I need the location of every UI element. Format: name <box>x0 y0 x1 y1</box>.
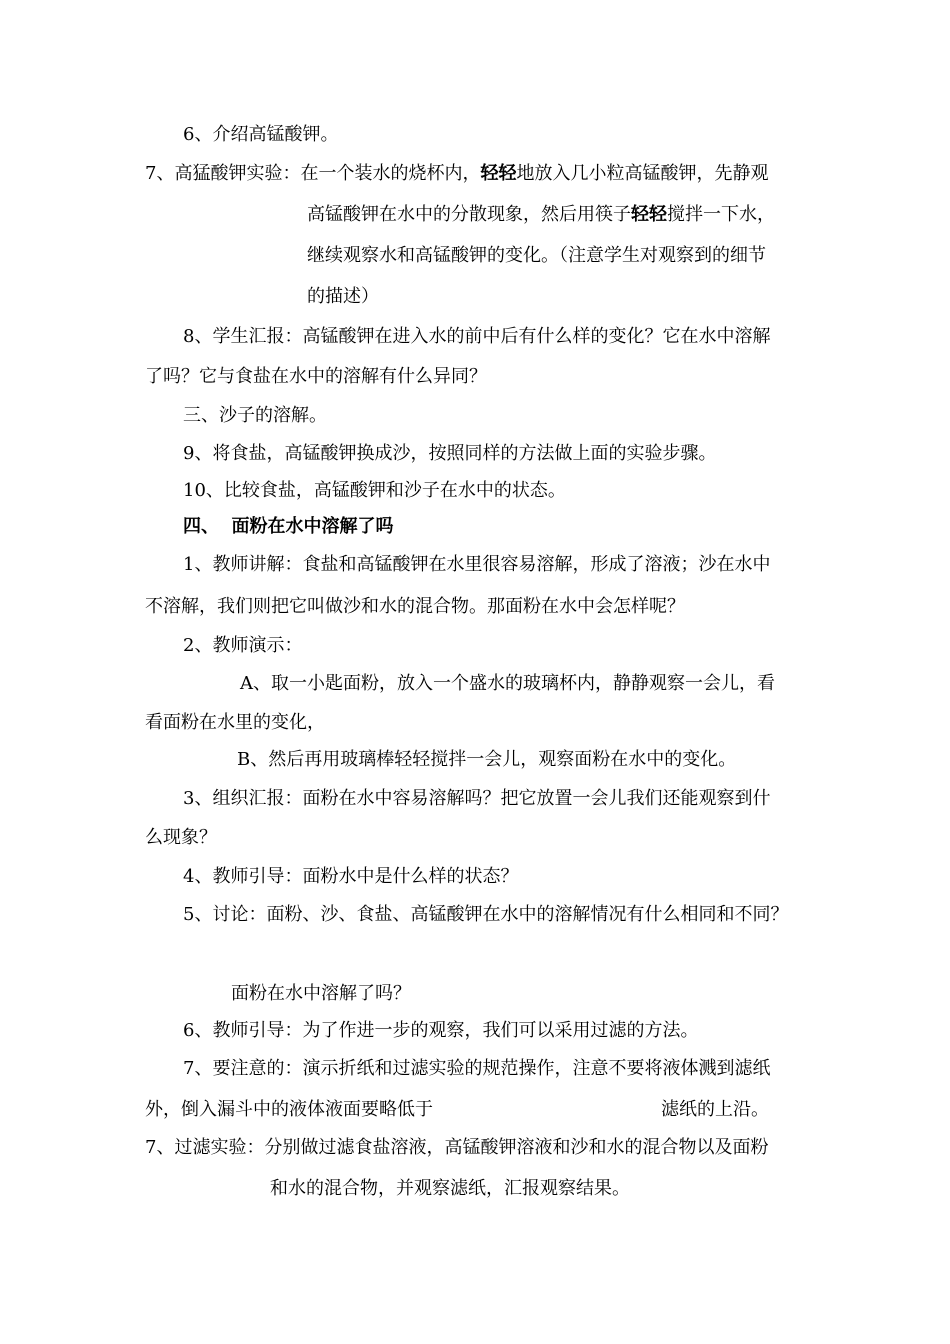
text-line: 9、将食盐，高锰酸钾换成沙，按照同样的方法做上面的实验步骤。 <box>183 443 717 464</box>
text-line: 6、介绍高锰酸钾。 <box>183 124 339 145</box>
text-run: 高锰酸钾在水中的分散现象，然后用筷子 <box>307 204 631 225</box>
text-line: 不溶解，我们则把它叫做沙和水的混合物。那面粉在水中会怎样呢？ <box>145 596 685 617</box>
text-line: 外，倒入漏斗中的液体液面要略低于 <box>145 1099 433 1120</box>
section-heading: 四、 面粉在水中溶解了吗 <box>183 516 394 537</box>
text-line: 滤纸的上沿。 <box>661 1099 769 1120</box>
text-run: 7、高猛酸钾实验：在一个装水的烧杯内， <box>145 163 481 184</box>
text-line: 么现象？ <box>145 827 217 848</box>
text-line: 5、讨论：面粉、沙、食盐、高锰酸钾在水中的溶解情况有什么相同和不同？ <box>183 904 789 925</box>
text-line: B、然后再用玻璃棒轻轻搅拌一会儿，观察面粉在水中的变化。 <box>237 749 737 770</box>
emphasis-text: 轻轻 <box>480 163 517 184</box>
text-line <box>145 165 768 183</box>
text-line: 继续观察水和高锰酸钾的变化。（注意学生对观察到的细节 <box>307 245 766 266</box>
text-line: 7、过滤实验：分别做过滤食盐溶液，高锰酸钾溶液和沙和水的混合物以及面粉 <box>145 1137 769 1158</box>
section-heading: 三、沙子的溶解。 <box>183 405 327 426</box>
text-line <box>307 206 775 224</box>
text-line: 3、组织汇报：面粉在水中容易溶解吗？把它放置一会儿我们还能观察到什 <box>183 788 771 809</box>
text-line: 10、比较食盐，高锰酸钾和沙子在水中的状态。 <box>183 480 566 501</box>
text-line: 看面粉在水里的变化， <box>145 712 325 733</box>
text-line: 4、教师引导：面粉水中是什么样的状态？ <box>183 866 519 887</box>
text-line: 8、学生汇报：高锰酸钾在进入水的前中后有什么样的变化？它在水中溶解 <box>183 326 771 347</box>
text-line: 1、教师讲解：食盐和高锰酸钾在水里很容易溶解，形成了溶液；沙在水中 <box>183 554 771 575</box>
text-run: 搅拌一下水， <box>667 204 775 225</box>
text-line: 了吗？它与食盐在水中的溶解有什么异同？ <box>145 366 487 387</box>
text-line: 的描述） <box>307 286 379 307</box>
text-line: 7、要注意的：演示折纸和过滤实验的规范操作，注意不要将液体溅到滤纸 <box>183 1058 771 1079</box>
text-line: 和水的混合物，并观察滤纸，汇报观察结果。 <box>270 1178 630 1199</box>
text-line: 2、教师演示： <box>183 635 303 656</box>
text-run: 地放入几小粒高锰酸钾，先静观 <box>516 163 769 184</box>
text-line: 6、教师引导：为了作进一步的观察，我们可以采用过滤的方法。 <box>183 1020 699 1041</box>
text-line: 面粉在水中溶解了吗？ <box>231 983 411 1004</box>
emphasis-text: 轻轻 <box>631 204 667 225</box>
text-line: A、取一小匙面粉，放入一个盛水的玻璃杯内，静静观察一会儿，看 <box>240 673 775 694</box>
